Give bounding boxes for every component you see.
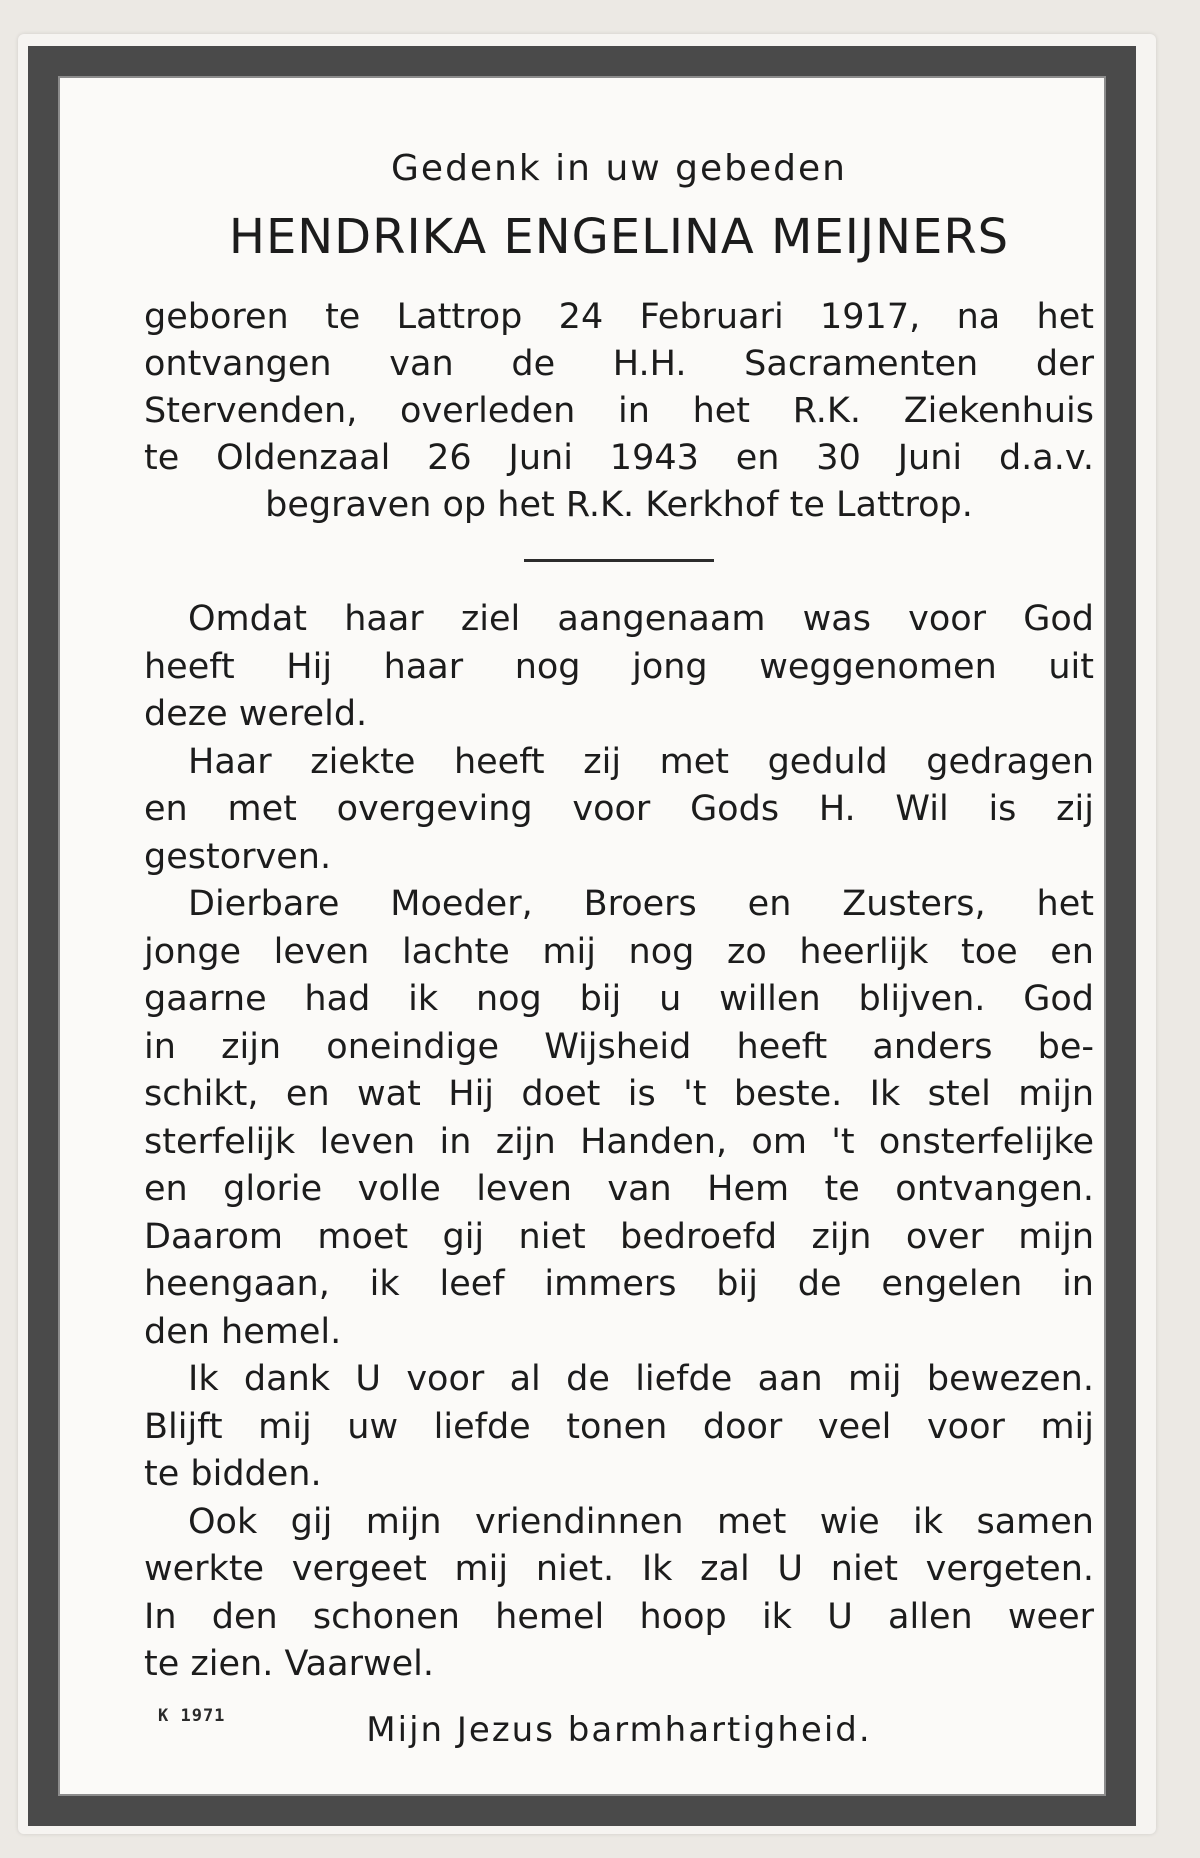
bio-line: Stervenden, overleden in het R.K. Ziekenhuis (144, 391, 1094, 431)
memorial-text (144, 596, 1094, 1689)
mourning-border (28, 46, 1136, 1826)
text-line: jonge leven lachte mij nog zo heerlijk toe en (144, 931, 1094, 972)
bio-line: geboren te Lattrop 24 Februari 1917, na het (144, 297, 1094, 337)
text-line: gestorven. (144, 836, 332, 877)
biography (144, 294, 1094, 529)
paragraph (144, 1499, 1094, 1689)
text-line: In den schonen hemel hoop ik U allen weer (144, 1596, 1094, 1637)
text-line: en met overgeving voor Gods H. Wil is zij (144, 789, 1094, 829)
print-code: K 1971 (158, 1706, 226, 1726)
text-line: Blijft mij uw liefde tonen door veel voor mij (144, 1406, 1094, 1447)
text-line: Dierbare Moeder, Broers en Zusters, het (188, 884, 1094, 924)
paragraph (144, 1356, 1094, 1499)
divider-rule (524, 559, 714, 562)
intro-text: Gedenk in uw gebeden (391, 148, 847, 189)
paragraph (144, 596, 1094, 739)
bio-line: begraven op het R.K. Kerkhof te Lattrop. (265, 485, 973, 525)
text-line: schikt, en wat Hij doet is 't beste. Ik stel mijn (144, 1074, 1094, 1114)
card-content (144, 146, 1094, 1755)
text-line: in zijn oneindige Wijsheid heeft anders be- (144, 1026, 1094, 1067)
closing-prayer: Mijn Jezus barmhartigheid. (366, 1709, 872, 1750)
paragraph (144, 739, 1094, 882)
text-line: werkte vergeet mij niet. Ik zal U niet vergeten. (144, 1549, 1094, 1589)
bio-line: ontvangen van de H.H. Sacramenten der (144, 344, 1094, 384)
text-line: heeft Hij haar nog jong weggenomen uit (144, 646, 1094, 687)
text-line: te zien. Vaarwel. (144, 1644, 434, 1684)
text-line: heengaan, ik leef immers bij de engelen in (144, 1264, 1094, 1304)
text-line: den hemel. (144, 1311, 342, 1352)
text-line: Daarom moet gij niet bedroefd zijn over mijn (144, 1216, 1094, 1257)
text-line: sterfelijk leven in zijn Handen, om 't onsterfelijke (144, 1121, 1094, 1162)
text-line: Omdat haar ziel aangenaam was voor God (188, 599, 1094, 639)
text-line: en glorie volle leven van Hem te ontvangen. (144, 1169, 1094, 1209)
deceased-name: HENDRIKA ENGELINA MEIJNERS (228, 209, 1010, 265)
text-line: deze wereld. (144, 694, 368, 734)
text-line: te bidden. (144, 1454, 322, 1494)
paragraph (144, 881, 1094, 1356)
text-line: Ook gij mijn vriendinnen met wie ik samen (188, 1501, 1094, 1542)
bio-line: te Oldenzaal 26 Juni 1943 en 30 Juni d.a.v. (144, 438, 1094, 478)
text-line: Ik dank U voor al de liefde aan mij bewezen. (188, 1359, 1094, 1399)
text-line: gaarne had ik nog bij u willen blijven. God (144, 979, 1094, 1019)
text-line: Haar ziekte heeft zij met geduld gedragen (188, 741, 1094, 782)
